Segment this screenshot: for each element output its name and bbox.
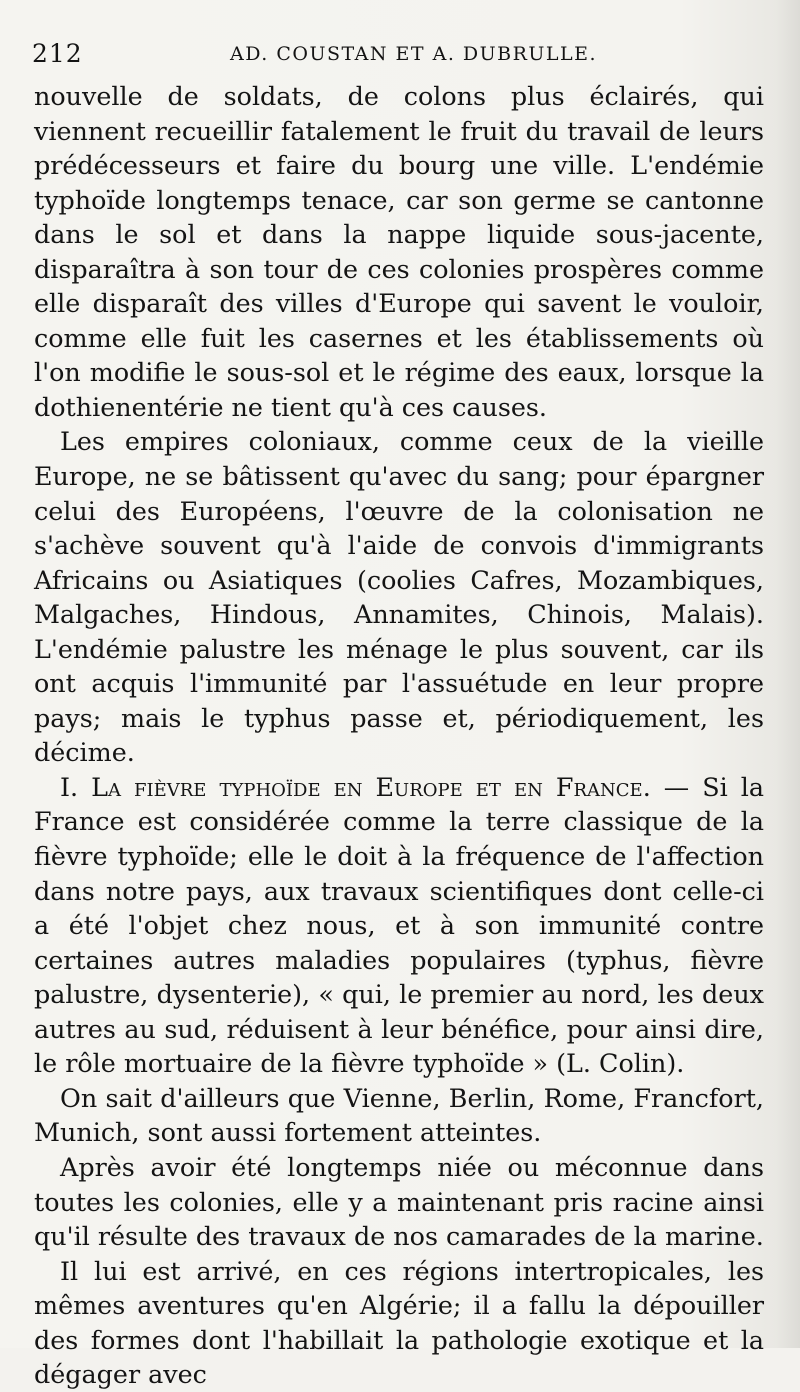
page-header (32, 34, 772, 74)
paragraph-1: nouvelle de soldats, de colons plus éclairés, qui viennent recueillir fatalement le fruit du travail de leurs prédécesseurs et faire du bourg une ville. L'endémie typhoïde longtemps tenace, car son germe se cantonne dans le sol et dans la nappe liquide sous-jacente, disparaîtra à son tour de ces colonies prospères comme elle disparaît des villes d'Europe qui savent le vouloir, comme elle fuit les casernes et les établissements où l'on modifie le sous-sol et le régime des eaux, lorsque la dothienentérie ne tient qu'à ces causes. (34, 81, 764, 422)
paragraph-2: Les empires coloniaux, comme ceux de la vieille Europe, ne se bâtissent qu'avec du sang; pour épargner celui des Européens, l'œuvre de la colonisation ne s'achève souvent qu'à l'aide de convois d'immigrants Africains ou Asiatiques (coolies Cafres, Mozambiques, Malgaches, Hindous, Annamites, Chinois, Malais). L'endémie palustre les ménage le plus souvent, car ils ont acquis l'immunité par l'assuétude en leur propre pays; mais le typhus passe et, périodiquement, les décime. (34, 426, 764, 768)
paragraph-4: On sait d'ailleurs que Vienne, Berlin, Rome, Francfort, Munich, sont aussi fortement atteintes. (34, 1082, 764, 1148)
page-number: 212 (32, 39, 83, 68)
paragraph-3 (34, 770, 764, 1081)
running-head: AD. COUSTAN ET A. DUBRULLE. (230, 43, 598, 65)
body-text (34, 79, 764, 1392)
paragraph-3-text: — Si la France est considérée comme la terre classique de la fièvre typhoïde; elle le doit à la fréquence de l'affection dans notre pays, aux travaux scientifiques dont celle-ci a été l'objet chez nous, et à son immunité contre certaines autres maladies populaires (typhus, fièvre palustre, dysenterie), « qui, le premier au nord, les deux autres au sud, réduisent à leur bénéfice, pour ainsi dire, le rôle mortuaire de la fièvre typhoïde » (L. Colin). (34, 771, 764, 1079)
section-heading: I. La fièvre typhoïde en Europe et en France. (60, 771, 651, 802)
paragraph-6: Il lui est arrivé, en ces régions intertropicales, les mêmes aventures qu'en Algérie; il a fallu la dépouiller des formes dont l'habillait la pathologie exotique et la dégager avec (34, 1255, 764, 1390)
paragraph-5: Après avoir été longtemps niée ou méconnue dans toutes les colonies, elle y a maintenant pris racine ainsi qu'il résulte des travaux de nos camarades de la marine. (34, 1151, 764, 1252)
